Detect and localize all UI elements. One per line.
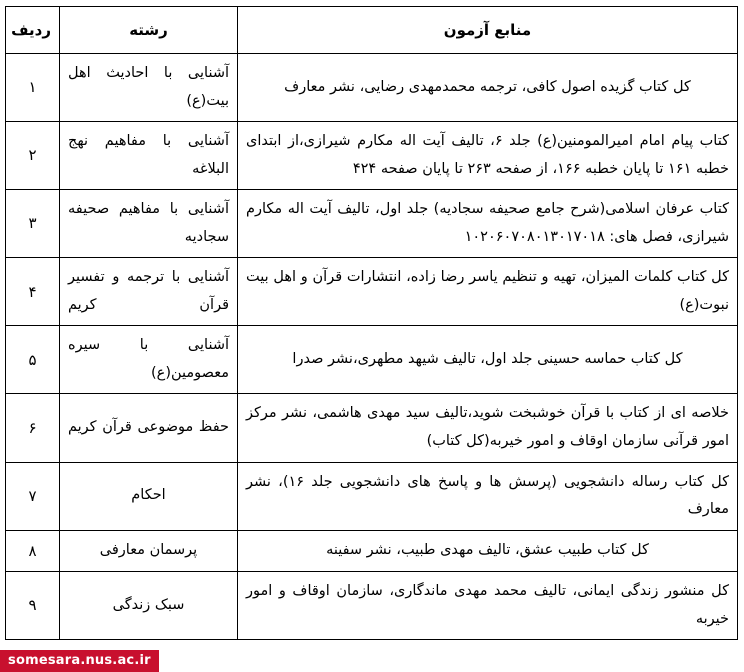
table-row xyxy=(6,190,738,258)
cell-manabe: کل کتاب کلمات المیزان، تهیه و تنظیم یاسر رضا زاده، انتشارات قرآن و اهل بیت نبوت(ع) xyxy=(238,258,738,326)
cell-radif: ۲ xyxy=(6,122,60,190)
table-body xyxy=(6,54,738,640)
cell-manabe: کل کتاب گزیده اصول کافی، ترجمه محمدمهدی رضایی، نشر معارف xyxy=(238,54,738,122)
cell-manabe: کل کتاب طبیب عشق، تالیف مهدی طبیب، نشر سفینه xyxy=(238,530,738,572)
cell-reshteh: پرسمان معارفی xyxy=(60,530,238,572)
cell-reshteh: آشنایی با سیره معصومین(ع) xyxy=(60,326,238,394)
cell-reshteh: آشنایی با احادیث اهل بیت(ع) xyxy=(60,54,238,122)
cell-radif: ۷ xyxy=(6,462,60,530)
cell-reshteh: احکام xyxy=(60,462,238,530)
table-row xyxy=(6,530,738,572)
cell-manabe: خلاصه ای از کتاب با قرآن خوشبخت شوید،تالیف سید مهدی هاشمی، نشر مرکز امور قرآنی سازمان اوقاف و امور خیربه(کل کتاب) xyxy=(238,394,738,462)
cell-radif: ۳ xyxy=(6,190,60,258)
cell-reshteh: آشنایی با مفاهیم صحیفه سجادیه xyxy=(60,190,238,258)
cell-radif: ۵ xyxy=(6,326,60,394)
table-header-row xyxy=(6,7,738,54)
exam-resources-table xyxy=(5,6,738,640)
table-header xyxy=(6,7,738,54)
cell-radif: ۹ xyxy=(6,572,60,640)
cell-manabe: کل منشور زندگی ایمانی، تالیف محمد مهدی ماندگاری، سازمان اوقاف و امور خیربه xyxy=(238,572,738,640)
cell-manabe: کل کتاب رساله دانشجویی (پرسش ها و پاسخ های دانشجویی جلد ۱۶)، نشر معارف xyxy=(238,462,738,530)
table-row xyxy=(6,572,738,640)
table-row xyxy=(6,122,738,190)
column-header-reshteh: رشته xyxy=(60,7,238,54)
table-row xyxy=(6,462,738,530)
cell-reshteh: آشنایی با ترجمه و تفسیر قرآن کریم xyxy=(60,258,238,326)
cell-manabe: کتاب عرفان اسلامی(شرح جامع صحیفه سجادیه) جلد اول، تالیف آیت اله مکارم شیرازی، فصل های: ۱۰۲۰۶۰۷۰۸۰۱۳۰۱۷۰۱۸ xyxy=(238,190,738,258)
cell-reshteh: سبک زندگی xyxy=(60,572,238,640)
column-header-manabe: منابع آزمون xyxy=(238,7,738,54)
table-row xyxy=(6,326,738,394)
cell-manabe: کل کتاب حماسه حسینی جلد اول، تالیف شیهد مطهری،نشر صدرا xyxy=(238,326,738,394)
site-watermark: somesara.nus.ac.ir xyxy=(0,650,159,672)
cell-manabe: کتاب پیام امام امیرالمومنین(ع) جلد ۶، تالیف آیت اله مکارم شیرازی،از ابتدای خطبه ۱۶۱ تا پایان خطبه ۱۶۶، از صفحه ۲۶۳ تا پایان صفحه ۴۲۴ xyxy=(238,122,738,190)
cell-reshteh: حفظ موضوعی قرآن کریم xyxy=(60,394,238,462)
table-row xyxy=(6,394,738,462)
table-row xyxy=(6,54,738,122)
cell-radif: ۴ xyxy=(6,258,60,326)
cell-radif: ۸ xyxy=(6,530,60,572)
cell-reshteh: آشنایی با مفاهیم نهج البلاغه xyxy=(60,122,238,190)
column-header-radif: ردیف xyxy=(6,7,60,54)
cell-radif: ۶ xyxy=(6,394,60,462)
table-row xyxy=(6,258,738,326)
cell-radif: ۱ xyxy=(6,54,60,122)
